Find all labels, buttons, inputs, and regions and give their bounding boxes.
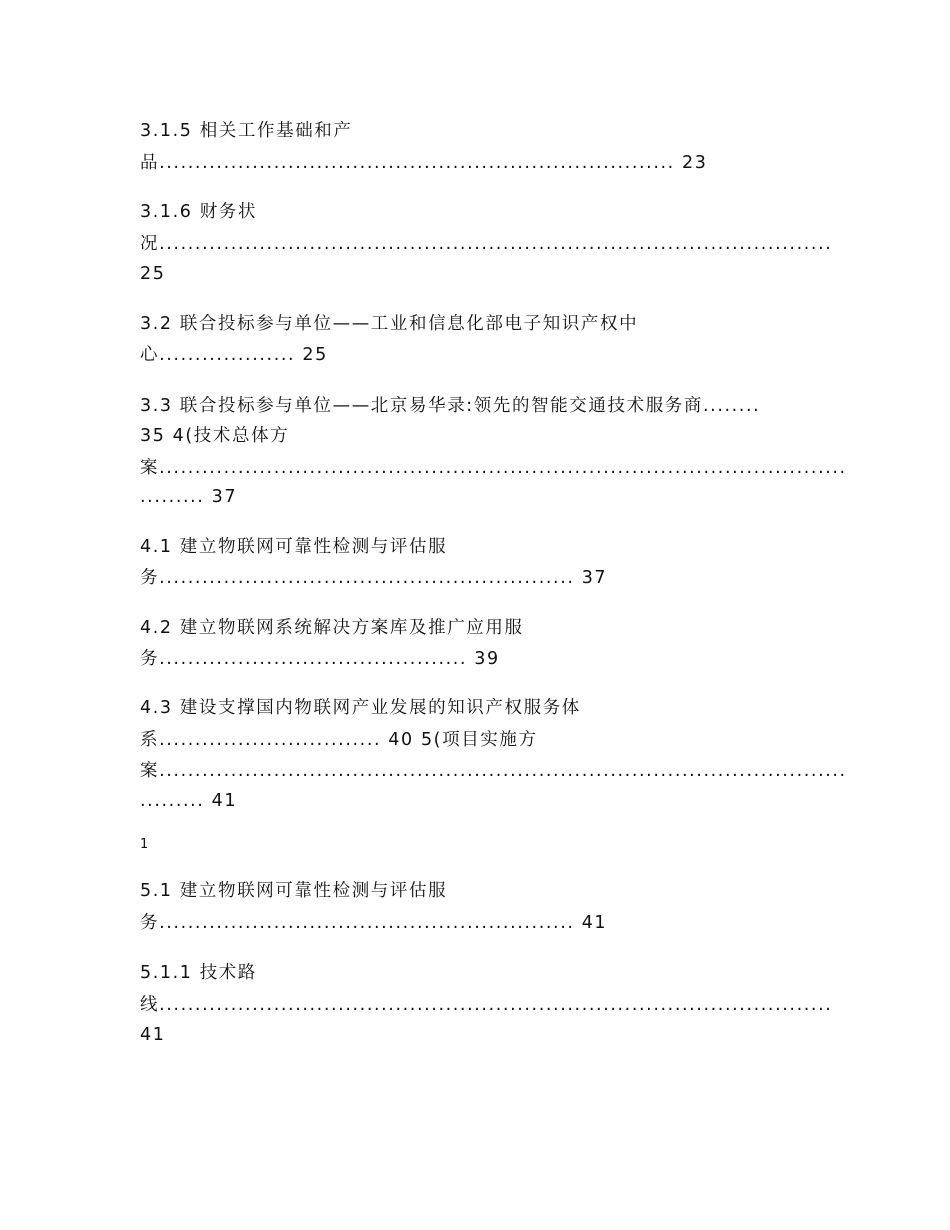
toc-entry-4-2-leader: 务........................................... 39 [140, 649, 500, 669]
toc-entry-3-1-6-title: 3.1.6 财务状 [140, 202, 257, 222]
toc-entry-4-2-title: 4.2 建立物联网系统解决方案库及推广应用服 [140, 618, 524, 638]
toc-entry-4-1-leader: 务.......................................................... 37 [140, 568, 608, 588]
toc-entry-3-1-5-leader: 品........................................................................ 23 [140, 153, 708, 173]
toc-entry-4-page: ......... 37 [140, 487, 238, 507]
toc-entry-5-1-1-page: 41 [140, 1025, 166, 1045]
toc-entry-4-leader: 案................................................................................................ [140, 458, 847, 478]
toc-entry-5-leader: 案................................................................................................ [140, 761, 847, 781]
toc-entry-5-page: ......... 41 [140, 791, 238, 811]
toc-entry-3-1-6-page: 25 [140, 264, 166, 284]
toc-entry-5-1-title: 5.1 建立物联网可靠性检测与评估服 [140, 881, 448, 901]
toc-entry-3-3-title: 3.3 联合投标参与单位——北京易华录:领先的智能交通技术服务商........ [140, 396, 761, 416]
toc-entry-4-3-title: 4.3 建设支撑国内物联网产业发展的知识产权服务体 [140, 698, 581, 718]
toc-entry-3-2-title: 3.2 联合投标参与单位——工业和信息化部电子知识产权中 [140, 314, 639, 334]
toc-entry-5-1-leader: 务.......................................................... 41 [140, 913, 608, 933]
toc-entry-4-3-leader: 系............................... 40 5(项目实施方 [140, 730, 538, 750]
toc-entry-3-1-5-title: 3.1.5 相关工作基础和产 [140, 121, 353, 141]
toc-entry-5-1-1-title: 5.1.1 技术路 [140, 963, 257, 983]
toc-entry-3-2-leader: 心................... 25 [140, 345, 328, 365]
page-number: 1 [140, 837, 149, 852]
toc-entry-4-1-title: 4.1 建立物联网可靠性检测与评估服 [140, 537, 448, 557]
toc-entry-4-title: 35 4(技术总体方 [140, 426, 290, 446]
toc-entry-5-1-1-leader: 线.............................................................................................. [140, 995, 833, 1015]
toc-entry-3-1-6-leader: 况.............................................................................................. [140, 234, 833, 254]
